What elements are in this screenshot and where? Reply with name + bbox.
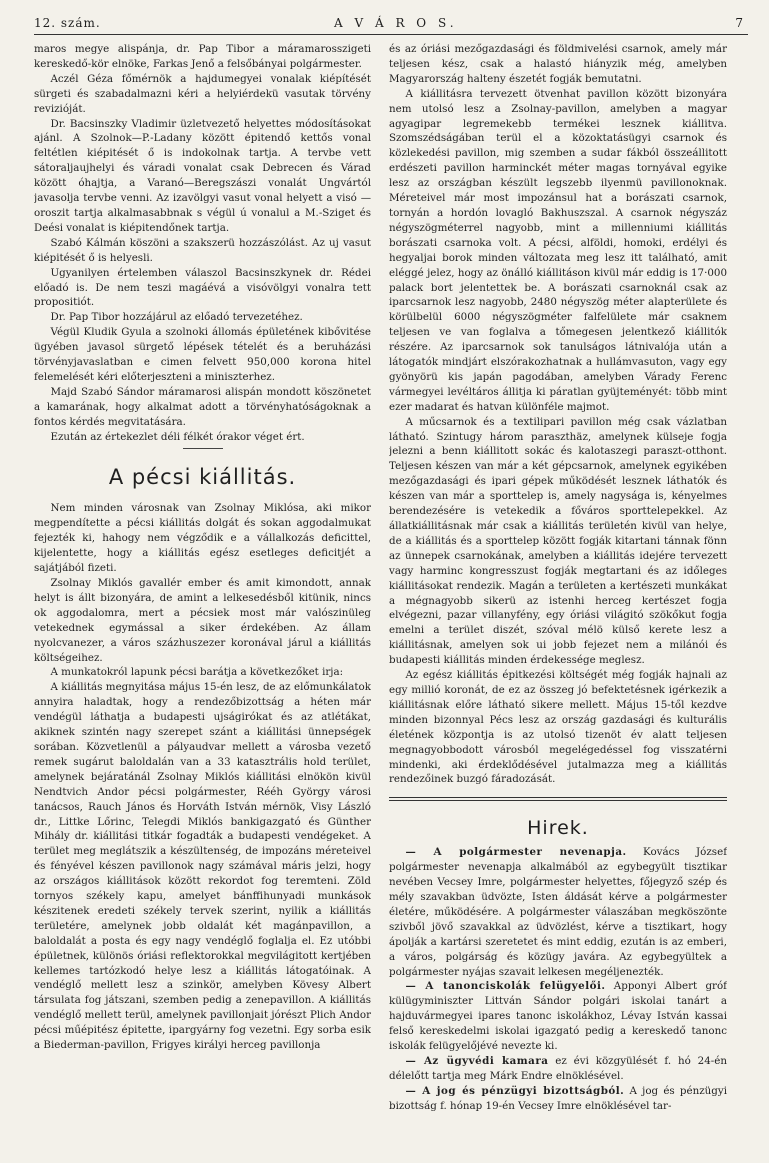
paragraph: Végül Kludik Gyula a szolnoki állomás épületének kibővitése ügyében javasol sürgető lépések tételét és a beruházási törvényjavaslatban e cimen felvett 950,000 korona hitel felemelését kéri előterjeszteni a miniszterhez. [34,326,371,383]
masthead: A V Á R O S. [334,16,458,30]
news-item-heading: — A polgármester nevenapja. [405,846,627,859]
paragraph: Ugyanilyen értelemben válaszol Bacsinszkynek dr. Rédei előadó is. De nem teszi magáévá a visóvölgyi vonalra tett propositiót. [34,266,371,309]
news-item [389,979,727,1054]
paragraph: A munkatokról lapunk pécsi barátja a következőket irja: [50,666,344,679]
paragraph: Dr. Bacsinszky Vladimir üzletvezető helyettes módosításokat ajánl. A Szolnok—P.-Ladany között épitendő kettős vonal feltétlen kiépitését ő is indokolnak tartja. A tervbe vett sátoraljaujhelyi és váradi vonalat csak Debrecen és Várad között óhajtja, a Varanó—Beregszászi vonalát Ungvártól javasolja tervbe venni. Az izavölgyi vasut vonal helyett a visó — oroszit tartja alkalmasabbnak s végül ú vonalul a M.-Sziget és Deési vonalat is kiépitendőnek tartja. [34,117,371,234]
paragraph: Majd Szabó Sándor máramarosi alispán mondott köszönetet a kamarának, hogy alkalmat adott a törvényhatóságoknak a fontos kérdés megvitatására. [34,385,371,428]
paragraph: Aczél Géza főmérnök a hajdumegyei vonalak kiépítését sürgeti és szabadalmazni kéri a helyiérdekü vasutak törvény revizióját. [34,72,371,115]
left-column [34,42,371,1152]
news-section-title: Hirek. [527,817,589,840]
paragraph: és az óriási mezőgazdasági és földmivelési csarnok, amely már teljesen kész, csak a halastó hiányzik még, amelyben Magyarország halteny észetét fogják bemutatni. [389,43,727,85]
news-item-text: Apponyi Albert gróf külügyminiszter Littván Sándor polgári iskolai tanárt a hajduvármegyei ipares tanonc iskolákhoz, Lévay István kassai felső kereskedelmi iskolai igazgató pedig a kereskedő tanonc iskolák felügyelőjévé nevezte ki. [389,980,727,1053]
paragraph: Szabó Kálmán köszöni a szakszerü hozzászólást. Az uj vasut kiépitését ő is helyesli. [34,236,371,264]
paragraph: A kiállitás megnyitása május 15-én lesz, de az előmunkálatok annyira haladtak, hogy a rendezőbizottság a héten már vendégül láthatja a budapesti ujságirókat és az atlétákat, akiknek szintén nagy szerepet szánt a kiállitási ünnepségek sorában. Közvetlenül a pályaudvar mellett a városba vezető remek sugárut baloldalán van a 33 katasztrális hold terület, amelynek bejáratánál Zsolnay Miklós kiállitási elnökön kivül Nendtvich Andor pécsi polgármester, Rééh György városi tanácsos, Rauch János és Horváth István mérnök, Visy László dr., Littke Lőrinc, Telegdi Miklós bankigazgató és Günther Mihály dr. kiállitási titkár fogadták a budapesti vendégeket. A terület meg meglátszik a készültenség, de impozáns méreteivel és fényével készen pavillonok nagy számával máris jelzi, hogy az országos kiállitások között rekordot fog teremteni. Zöld tornyos székely kapu, amelyet bánffihunyadi munkások készitenek eredeti székely tervek szerint, nyilik a kiállitás területére, amelynek jobb oldalát két magánpavillon, a baloldalát a posta és egy nagy vendéglő foglalja el. Ez utóbbi épületnek, különös óriási reflektorokkal megvilágitott kertjében kellemes tartózkodó helye lesz a kiállitás látogatóinak. A vendéglő mellett lesz a szinkör, amelyben Kövesy Albert társulata fog játszani, szemben pedig a zenepavillon. A kiállitás vendéglő mellett terül, amelynek pavillonjait jórészt Plich Andor pécsi műépitész épitette, ipargyárny fog vezetni. Egy sorba esik a Biederman-pavillon, Frigyes királyi herceg pavillonja [34,681,371,1052]
divider [183,448,223,449]
paragraph: Nem minden városnak van Zsolnay Miklósa, aki mikor megpendítette a pécsi kiállitás dolgát és sokan aggodalmukat fejezték ki, hahogy nem végződik e a vállalkozás deficittel, kijelentette, hogy a kiállitás egész esetleges deficitjét a sajátjából fizeti. [34,502,371,575]
page-number: 7 [735,16,744,30]
news-item [389,845,727,979]
paragraph: Ezután az értekezlet déli félkét órakor véget ért. [50,430,305,443]
paragraph: Dr. Pap Tibor hozzájárul az előadó tervezetéhez. [50,311,303,324]
article-title: A pécsi kiállitás. [108,465,297,490]
news-item-text: ez évi közgyülését f. hó 24-én délelőtt tartja meg Márk Endre elnöklésével. [389,1055,727,1082]
paragraph: A kiállitásra tervezett ötvenhat pavillon között bizonyára nem utolsó lesz a Zsolnay-pavillon, amelyben a magyar agyagipar legremekebb termékei lesznek kiállitva. Szomszédságában terül el a közoktatásügyi csarnok és közlekedési pavillon, mig szemben a sudar fákból összeállitott erdészeti pavillon harminckét méter magas tornyával egyike lesz az országban készült legszebb ilyenmü pavillonoknak. Méreteivel már most impozánsul hat a borászati csarnok, tornyán a hordón lovagló Bakhuszszal. A csarnok négyszáz négyszögméterrel nagyobb, mint a millenniumi kiállitás borászati csarnoka volt. A pécsi, alföldi, homoki, erdélyi és hegyaljai borok minden változata meg lesz itt található, amit eléggé jelez, hogy az önálló kiállitáson kivül már eddig is 17·000 palack bort jelentettek be. A borászati csarnoknál csak az iparcsarnok lesz nagyobb, 2480 négyszög méter alapterülete és körülbelül 6000 négyszögméter falfelülete már csaknem teljesen ve van foglalva a tőmegesen jelentkező kiállitók részére. Az iparcsarnok sok tanulságos látnivalója után a látogatók mindjárt elszórakozhatnak a hullámvasuton, vagy egy gyönyörü kis japán pagodában, amelyben Várady Ferenc vármegyei levéltáros állitja ki páratlan gyüjteményét: több mint ezer madarat és hatvan különféle majmot. [389,87,727,413]
issue-number: 12. szám. [34,16,101,30]
header-rule [34,34,748,35]
news-item-heading: — A tanonciskolák felügyelői. [405,980,606,993]
news-item-text: Kovács József polgármester nevenapja alkalmából az egybegyült tisztikar nevében Vecsey Imre, polgármester helyettes, főjegyző szép és mély szavakban üdvözte, Isten áldását kérve a polgármester életére, működésére. A polgármester válaszában megköszönte szivből jövő szavakkal az üdvözlést, kérve a tisztikart, hogy ápolják a kartársi szeretetet és mint eddig, ezután is az emberi, a város, polgárság és közügy javára. Az egybegyültek a polgármester nyájas szavait lelkesen megéljenezték. [389,846,727,978]
section-divider [389,797,727,801]
news-item [389,1054,727,1084]
news-item-text: A jog és pénzügyi bizottság f. hónap 19-én Vecsey Imre elnöklésével tar- [389,1084,727,1112]
news-item [389,1084,727,1114]
page-header [34,14,748,36]
paragraph: maros megye alispánja, dr. Pap Tibor a máramarosszigeti kereskedő-kör elnöke, Farkas Jenő a felsőbányai polgármester. [34,43,371,70]
paragraph: A műcsarnok és a textilipari pavillon még csak vázlatban látható. Szintugy három paraszthäz, amelynek külseje fogja jelezni a benn kiállitott sokác és kalotaszegi paraszt-otthont. Teljesen készen van már a két gépcsarnok, amelynek egyikében mezőgazdasági és ipari gépek működését lesznek láthatók és készen van már a sporttelep is, amely nagysága is, kényelmes berendezésére is vetekedik a főváros sporttelepekkel. Az állatkiállitásnak már csak a kiállitás területén kivül van helye, de a kiállitás és a sporttelep között fogják kitartani tánnak fönn az ünnepek csarnokának, amelyben a kiállitás idejére tervezett vagy harminc kongresszust fogják megtartani és az időleges kiállitásokat rendezik. Magán a területen a kertészeti munkákat a mégnagyobb sikerü az istenhi herceg kertészet fogja elvégezni, pazar villanyfény, egy óriási világitó szökőkut fogja emelni a terület diszét, szóval mélö külső kerete lesz a kiállitásnak, amelyen sok ui jobb fejezet nem a milánói és budapesti kiállitás minden érdekessége meglesz. [389,415,727,667]
right-column [389,42,727,1152]
news-item-heading: — Az ügyvédi kamara [405,1055,549,1067]
paragraph: Az egész kiállitás épitkezési költségét még fogják hajnali az egy millió koronát, de ez az összeg jó befektetésnek igérkezik a kiállitásnak előre látható sikere mellett. Május 15-től kezdve minden bizonnyal Pécs lesz az ország gazdasági és kulturális életének központja is az utolsó tizenöt év alatt teljesen megnagyobbodott városból megelégedéssel fog visszatérni mindenki, aki érdeklődésével jutalmazza meg a kiállitás rendezőinek buzgó fáradozását. [389,669,727,786]
paragraph: Zsolnay Miklós gavallér ember és amit kimondott, annak helyt is állt bizonyára, de amint a lelkesedésből kitünik, nincs ok aggodalomra, mert a pécsiek most már valószinüleg vetekednek egymással a siker érdekében. Az állam nyolcvanezer, a város százhuszezer koronával járul a kiállitás költségeihez. [34,577,371,664]
news-item-heading: — A jog és pénzügyi bizottságból. [405,1084,625,1097]
